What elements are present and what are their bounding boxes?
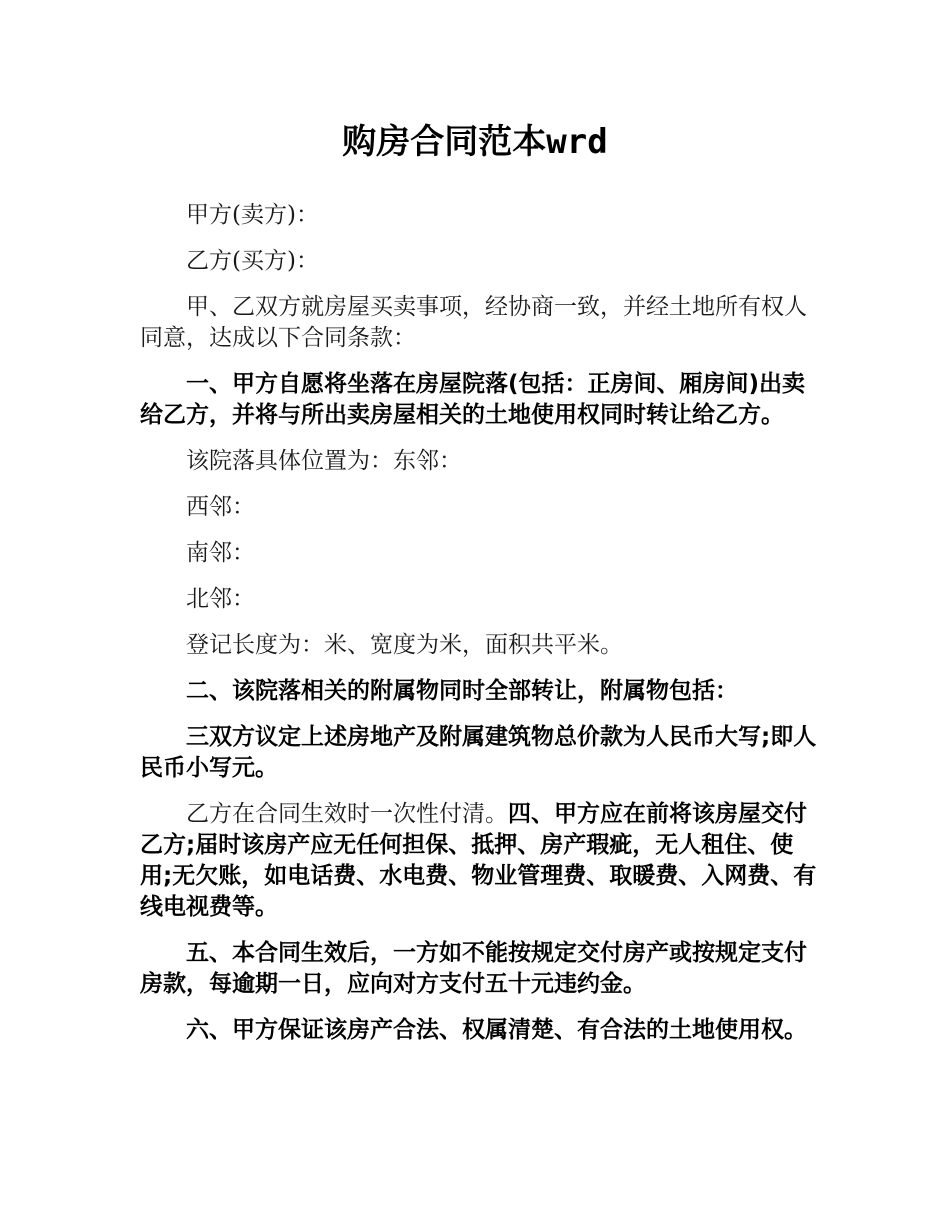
title-suffix: wrd: [546, 122, 608, 162]
location-north: 北邻：: [186, 586, 255, 612]
clause-4-paragraph: [140, 799, 818, 923]
party-b-line: 乙方(买方)：: [186, 248, 319, 274]
document-body: [140, 200, 818, 1061]
clause-3: 三双方议定上述房地产及附属建筑物总价款为人民币大写;即人民币小写元。: [140, 724, 817, 781]
location-west: 西邻：: [186, 494, 255, 520]
payment-sentence: 乙方在合同生效时一次性付清。: [186, 801, 508, 827]
location-south: 南邻：: [186, 540, 255, 566]
dimensions-line: 登记长度为：米、宽度为米，面积共平米。: [186, 632, 623, 658]
title-text: 购房合同范本: [342, 122, 547, 162]
location-east: 该院落具体位置为：东邻：: [186, 448, 462, 474]
clause-2: 二、该院落相关的附属物同时全部转让，附属物包括：: [186, 678, 738, 704]
party-a-line: 甲方(卖方)：: [186, 202, 319, 228]
clause-5: 五、本合同生效后，一方如不能按规定交付房产或按规定支付房款，每逾期一日，应向对方支付五十元违约金。: [140, 940, 807, 997]
clause-1: 一、甲方自愿将坐落在房屋院落(包括：正房间、厢房间)出卖给乙方，并将与所出卖房屋相关的土地使用权同时转让给乙方。: [140, 371, 806, 428]
document-title: [0, 118, 950, 166]
clause-6: 六、甲方保证该房产合法、权属清楚、有合法的土地使用权。: [186, 1017, 807, 1043]
preamble-paragraph: 甲、乙双方就房屋买卖事项，经协商一致，并经土地所有权人同意，达成以下合同条款：: [140, 294, 807, 351]
clause-4: 四、甲方应在前将该房屋交付乙方;届时该房产应无任何担保、抵押、房产瑕疵，无人租住、使用;无欠账，如电话费、水电费、物业管理费、取暖费、入网费、有线电视费等。: [140, 801, 817, 920]
